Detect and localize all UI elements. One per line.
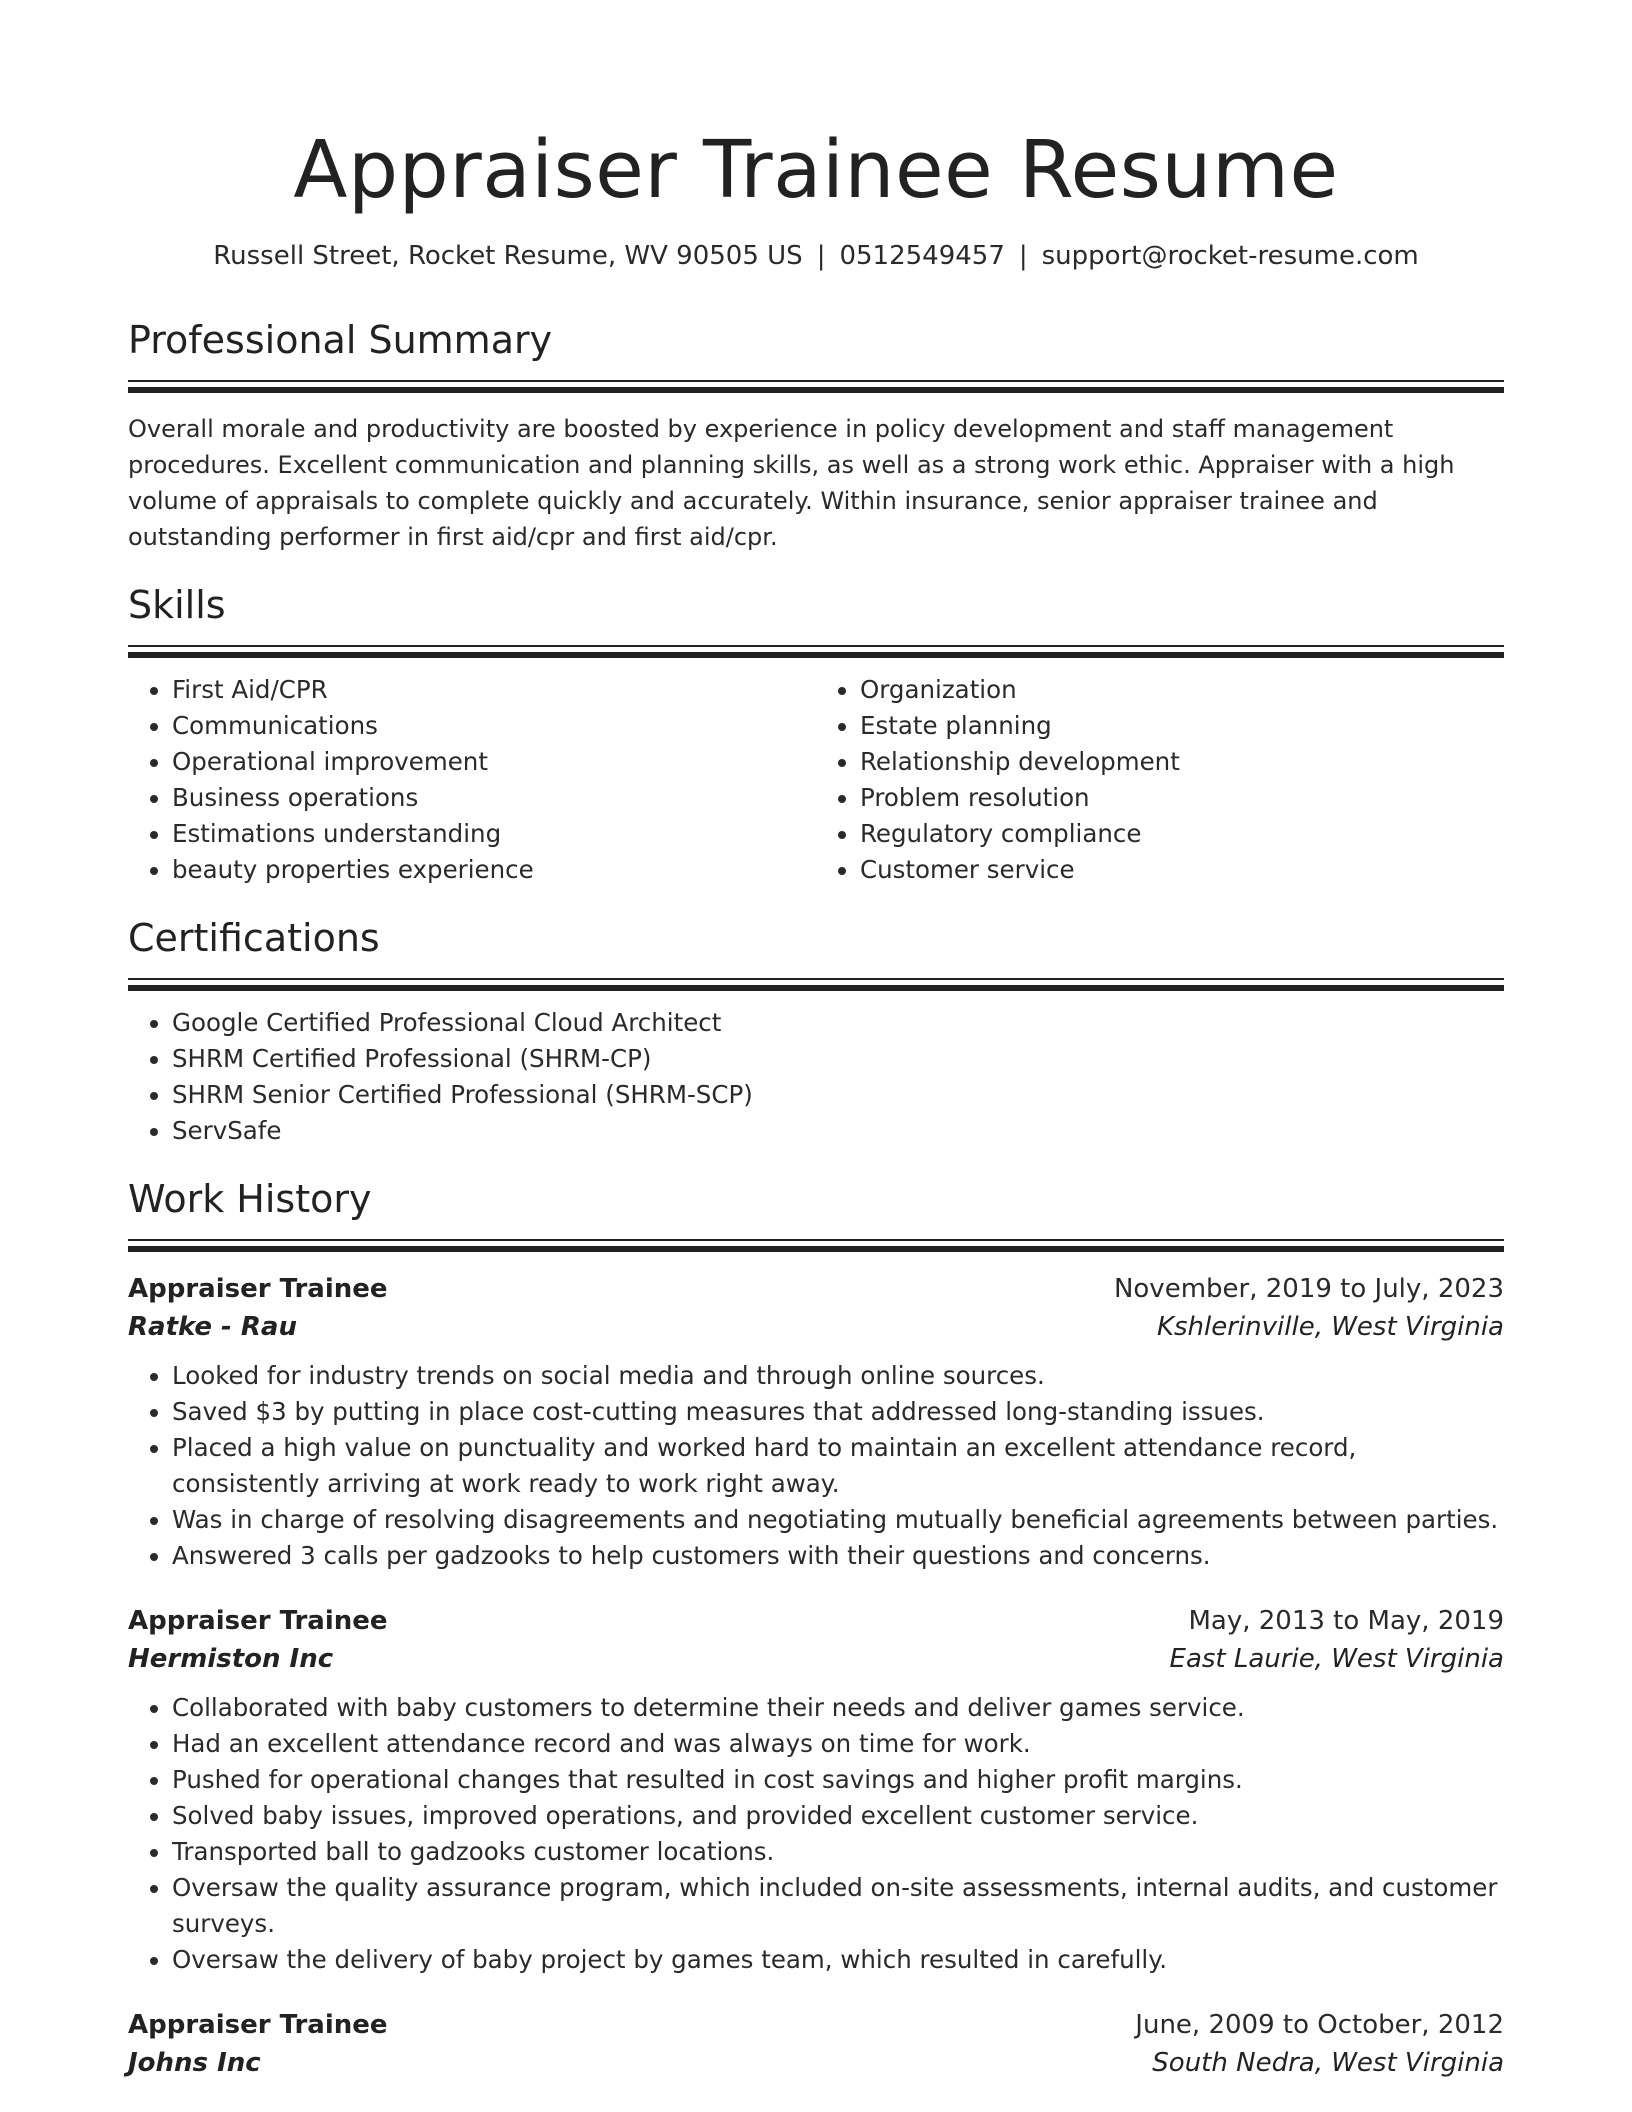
job-bullet: • Oversaw the delivery of baby project by games team, which resulted in carefully. <box>172 1942 1504 1978</box>
skill-item: • Customer service <box>860 852 1504 888</box>
job-bullet: • Answered 3 calls per gadzooks to help customers with their questions and concerns. <box>172 1538 1504 1574</box>
skill-item: • Communications <box>172 708 816 744</box>
job-bullets <box>128 1690 1504 1978</box>
skill-item: • Operational improvement <box>172 744 816 780</box>
job-bullet: • Solved baby issues, improved operations, and provided excellent customer service. <box>172 1798 1504 1834</box>
skill-item: • First Aid/CPR <box>172 672 816 708</box>
job-header-row <box>128 1602 1504 1640</box>
job-dates: November, 2019 to July, 2023 <box>1113 1274 1504 1304</box>
contact-line <box>128 238 1504 274</box>
job-title: Appraiser Trainee <box>128 1606 388 1636</box>
job-company: Ratke - Rau <box>128 1312 297 1342</box>
job-bullet: • Transported ball to gadzooks customer locations. <box>172 1834 1504 1870</box>
skills-section <box>128 581 1504 888</box>
contact-phone: 0512549457 <box>839 241 1005 271</box>
job-header-row <box>128 1270 1504 1308</box>
contact-address: Russell Street, Rocket Resume, WV 90505 US <box>213 241 803 271</box>
job-bullet: • Was in charge of resolving disagreements and negotiating mutually beneficial agreements between parties. <box>172 1502 1504 1538</box>
contact-email: support@rocket-resume.com <box>1041 241 1419 271</box>
job-location: Kshlerinville, West Virginia <box>1156 1312 1504 1342</box>
contact-separator: | <box>1018 241 1028 271</box>
skills-grid <box>128 658 1504 888</box>
job-entry <box>128 1270 1504 1574</box>
job-bullet: • Oversaw the quality assurance program, which included on-site assessments, internal audits, and customer surveys. <box>172 1870 1504 1942</box>
certifications-section <box>128 914 1504 1149</box>
certification-item: • ServSafe <box>172 1113 1504 1149</box>
skill-item: • Estimations understanding <box>172 816 816 852</box>
certifications-list <box>128 1005 1504 1149</box>
certification-item: • Google Certified Professional Cloud Architect <box>172 1005 1504 1041</box>
job-company: Hermiston Inc <box>128 1644 334 1674</box>
skills-list-right <box>816 672 1504 888</box>
contact-separator: | <box>816 241 826 271</box>
section-divider <box>128 1239 1504 1252</box>
skill-item: • Estate planning <box>860 708 1504 744</box>
job-bullet: • Pushed for operational changes that resulted in cost savings and higher profit margins. <box>172 1762 1504 1798</box>
job-company-row <box>128 1640 1504 1678</box>
job-entry <box>128 1602 1504 1978</box>
job-company: Johns Inc <box>128 2048 261 2078</box>
job-company-row <box>128 2044 1504 2082</box>
job-title: Appraiser Trainee <box>128 2010 388 2040</box>
skill-item: • Regulatory compliance <box>860 816 1504 852</box>
section-heading-certifications: Certifications <box>128 916 380 960</box>
job-location: East Laurie, West Virginia <box>1169 1644 1504 1674</box>
job-bullets <box>128 1358 1504 1574</box>
skill-item: • Organization <box>860 672 1504 708</box>
skill-item: • Business operations <box>172 780 816 816</box>
page-title: Appraiser Trainee Resume <box>293 124 1339 216</box>
skills-list-left <box>128 672 816 888</box>
job-location: South Nedra, West Virginia <box>1152 2048 1504 2078</box>
summary-section <box>128 316 1504 555</box>
job-dates: June, 2009 to October, 2012 <box>1135 2010 1504 2040</box>
summary-text: Overall morale and productivity are boosted by experience in policy development and staff management procedures. Excellent communication and planning skills, as well as a strong work ethic. Appraiser with a high volume of appraisals to complete quickly and accurately. Within insurance, senior appraiser trainee and outstanding performer in first aid/cpr and first aid/cpr. <box>128 415 1455 551</box>
skill-item: • Relationship development <box>860 744 1504 780</box>
section-heading-skills: Skills <box>128 583 226 627</box>
section-heading-work-history: Work History <box>128 1177 372 1221</box>
job-bullet: • Had an excellent attendance record and was always on time for work. <box>172 1726 1504 1762</box>
section-divider <box>128 645 1504 658</box>
job-bullet: • Saved $3 by putting in place cost-cutting measures that addressed long-standing issues. <box>172 1394 1504 1430</box>
job-bullet: • Placed a high value on punctuality and worked hard to maintain an excellent attendance record, consistently arriving at work ready to work right away. <box>172 1430 1504 1502</box>
skill-item: • Problem resolution <box>860 780 1504 816</box>
certification-item: • SHRM Certified Professional (SHRM-CP) <box>172 1041 1504 1077</box>
section-divider <box>128 978 1504 991</box>
skill-item: • beauty properties experience <box>172 852 816 888</box>
job-company-row <box>128 1308 1504 1346</box>
certification-item: • SHRM Senior Certified Professional (SHRM-SCP) <box>172 1077 1504 1113</box>
job-bullet: • Looked for industry trends on social media and through online sources. <box>172 1358 1504 1394</box>
work-history-section <box>128 1175 1504 2082</box>
job-entry <box>128 2006 1504 2082</box>
section-divider <box>128 380 1504 393</box>
job-bullet: • Collaborated with baby customers to determine their needs and deliver games service. <box>172 1690 1504 1726</box>
job-dates: May, 2013 to May, 2019 <box>1188 1606 1504 1636</box>
section-heading-summary: Professional Summary <box>128 318 553 362</box>
job-title: Appraiser Trainee <box>128 1274 388 1304</box>
job-header-row <box>128 2006 1504 2044</box>
